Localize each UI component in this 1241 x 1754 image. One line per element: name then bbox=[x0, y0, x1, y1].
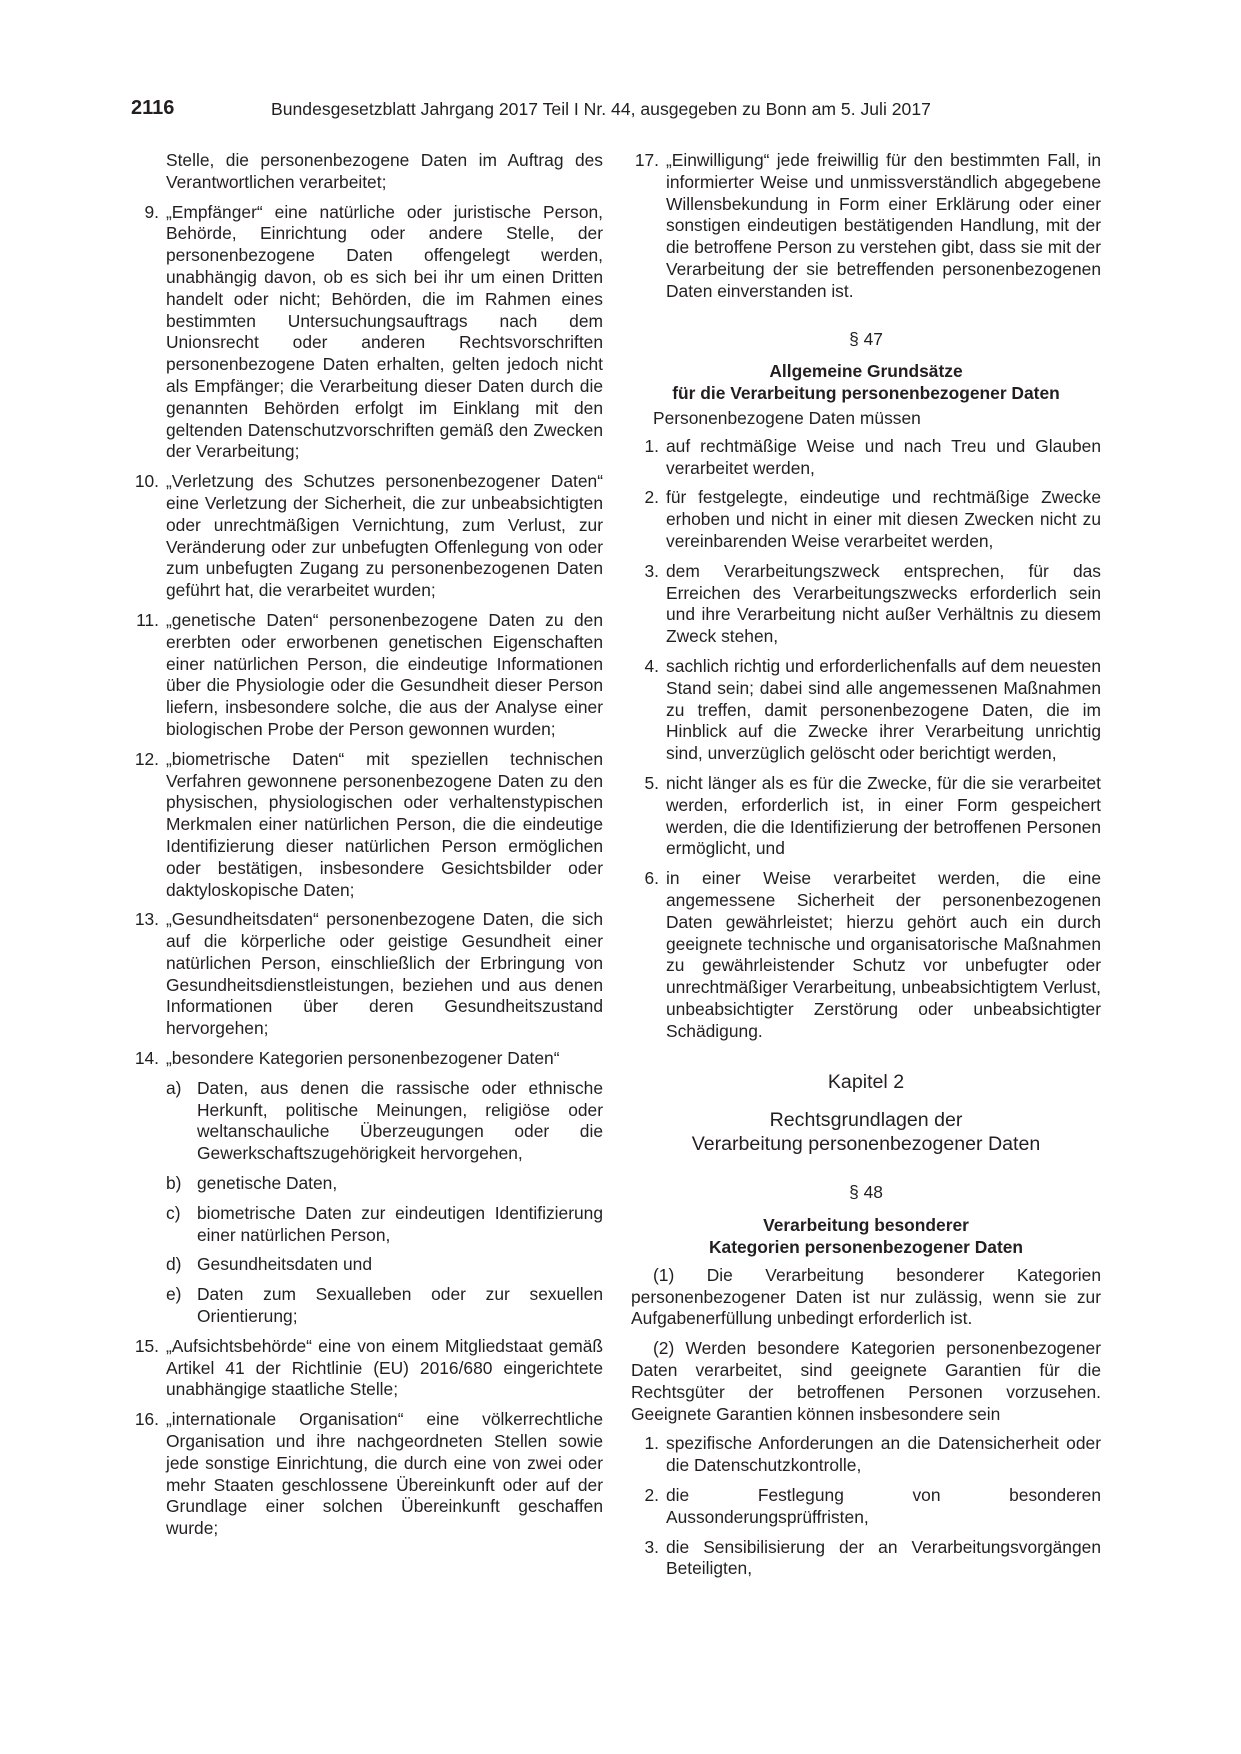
definition-item bbox=[131, 471, 603, 602]
section-47-intro: Personenbezogene Daten müssen bbox=[653, 407, 921, 428]
left-column bbox=[131, 150, 603, 1548]
chapter-title-line1: Rechtsgrundlagen der bbox=[769, 1109, 963, 1132]
sub-item-text: biometrische Daten zur eindeutigen Identifizierung einer natürlichen Person, bbox=[197, 1202, 603, 1245]
running-head: Bundesgesetzblatt Jahrgang 2017 Teil I Nr. 44, ausgegeben zu Bonn am 5. Juli 2017 bbox=[271, 99, 931, 119]
item-text: „biometrische Daten“ mit speziellen technischen Verfahren gewonnene personenbezogene Daten zu den physischen, physiologischen oder verhaltenstypischen Merkmalen einer natürlichen Person, die die eindeutige Identifizierung dieser natürlichen Person ermöglichen oder bestätigen, insbesondere Gesichtsbilder oder daktyloskopische Daten; bbox=[166, 748, 603, 900]
item-text: spezifische Anforderungen an die Datensicherheit oder die Datenschutzkontrolle, bbox=[666, 1433, 1101, 1476]
item-text: die Festlegung von besonderen Aussonderungsprüffristen, bbox=[666, 1485, 1101, 1527]
item-text: „Gesundheitsdaten“ personenbezogene Daten, die sich auf die körperliche oder geistige Gesundheit einer natürlichen Person, einschließlich der Erbringung von Gesundheitsdienstleistungen, beziehen und aus denen Informationen über deren Gesundheitszustand hervorgehen; bbox=[166, 909, 603, 1039]
section-47-sign: § 47 bbox=[849, 328, 883, 349]
item-number: 17. bbox=[634, 150, 659, 170]
item-text: „internationale Organisation“ eine völkerrechtliche Organisation und ihre nachgeordneten Stellen sowie jede sonstige Einrichtung, die durch eine von zwei oder mehr Staaten geschlossene Übereinkunft oder auf der Grundlage einer solchen Übereinkunft geschaffen wurde; bbox=[166, 1409, 603, 1539]
item-number: 3. bbox=[644, 1536, 659, 1557]
item-number: 4. bbox=[644, 655, 659, 676]
principle-item bbox=[631, 561, 1101, 648]
sub-item bbox=[166, 1284, 603, 1328]
item-text: „Empfänger“ eine natürliche oder juristische Person, Behörde, Einrichtung oder andere Stelle, der personenbezogene Daten offengelegt werden, unabhängig davon, ob es sich bei ihr um einen Dritten handelt oder nicht; Behörden, die im Rahmen eines bestimmten Untersuchungsauftrags nach dem Unionsrecht oder anderen Rechtsvorschriften personenbezogene Daten erhalten, gelten jedoch nicht als Empfänger; die Verarbeitung dieser Daten durch die genannten Behörden erfolgt im Einklang mit den geltenden Datenschutzvorschriften gemäß den Zwecken der Verarbeitung; bbox=[166, 201, 603, 462]
principle-item bbox=[631, 868, 1101, 1042]
sub-item-letter: d) bbox=[166, 1254, 182, 1275]
sub-item bbox=[166, 1203, 603, 1247]
item-text: dem Verarbeitungszweck entsprechen, für das Erreichen des Verarbeitungszwecks erforderlich sein und ihre Verarbeitung nicht außer Verhältnis zu diesem Zweck stehen, bbox=[666, 560, 1101, 647]
guarantee-item bbox=[631, 1537, 1101, 1581]
principle-item bbox=[631, 656, 1101, 765]
section-47-title-line1: Allgemeine Grundsätze bbox=[769, 361, 963, 382]
chapter-label: Kapitel 2 bbox=[827, 1071, 905, 1094]
item-text: auf rechtmäßige Weise und nach Treu und Glauben verarbeitet werden, bbox=[666, 435, 1101, 478]
sub-item-letter: c) bbox=[166, 1202, 181, 1223]
section-48-paragraph-1: (1) Die Verarbeitung besonderer Kategorien personenbezogener Daten ist nur zulässig, wenn sie zur Aufgabenerfüllung unbedingt erforderlich ist. bbox=[631, 1264, 1101, 1329]
item-number: 16. bbox=[134, 1409, 159, 1430]
item-number: 1. bbox=[644, 1433, 659, 1454]
definition-item bbox=[131, 1048, 603, 1070]
item-number: 13. bbox=[134, 909, 159, 930]
guarantee-item bbox=[631, 1485, 1101, 1529]
sub-item-text: Gesundheitsdaten und bbox=[197, 1254, 373, 1275]
definition-item bbox=[631, 150, 1101, 303]
item-number: 3. bbox=[644, 560, 659, 581]
definition-item bbox=[131, 749, 603, 902]
sub-item bbox=[166, 1078, 603, 1165]
item-text: „genetische Daten“ personenbezogene Daten zu den ererbten oder erworbenen genetischen Eigenschaften einer natürlichen Person, die eindeutige Informationen über die Physiologie oder die Gesundheit dieser Person liefern, insbesondere solche, die aus der Analyse einer biologischen Probe der Person gewonnen wurden; bbox=[166, 609, 603, 739]
item-text: sachlich richtig und erforderlichenfalls auf dem neuesten Stand sein; dabei sind alle angemessenen Maßnahmen zu treffen, damit personenbezogene Daten, die im Hinblick auf die Zwecke ihrer Verarbeitung unrichtig sind, unverzüglich gelöscht oder berichtigt werden, bbox=[666, 655, 1101, 764]
item-number: 9. bbox=[144, 201, 159, 222]
right-column bbox=[631, 150, 1101, 1588]
definition-item bbox=[131, 1409, 603, 1540]
item-number: 10. bbox=[134, 471, 159, 492]
item-text: in einer Weise verarbeitet werden, die eine angemessene Sicherheit der personenbezogenen Daten gewährleistet; hierzu gehört auch ein durch geeignete technische und organisatorische Maßnahmen zu gewährleistender Schutz vor unbefugter oder unrechtmäßiger Verarbeitung, unbeabsichtigtem Verlust, unbeabsichtigter Zerstörung oder unbeabsichtigter Schädigung. bbox=[666, 868, 1101, 1041]
item-number: 14. bbox=[134, 1048, 159, 1069]
item-text: nicht länger als es für die Zwecke, für die sie verarbeitet werden, erforderlich ist, in einer Form gespeichert werden, die die Identifizierung der betroffenen Personen ermöglicht, und bbox=[666, 772, 1101, 859]
item-number: 2. bbox=[644, 1485, 659, 1506]
item-text: „Verletzung des Schutzes personenbezogener Daten“ eine Verletzung der Sicherheit, die zur unbeabsichtigten oder unrechtmäßigen Vernichtung, zum Verlust, zur Veränderung oder zur unbefugten Offenlegung von oder zum unbefugten Zugang zu personenbezogenen Daten geführt hat, die verarbeitet wurden; bbox=[166, 471, 603, 601]
section-47-title-line2: für die Verarbeitung personenbezogener Daten bbox=[672, 383, 1060, 404]
item-text: „Einwilligung“ jede freiwillig für den bestimmten Fall, in informierter Weise und unmissverständlich abgegebene Willensbekundung in Form einer Erklärung oder einer sonstigen eindeutigen bestätigenden Handlung, mit der die betroffene Person zu verstehen gibt, dass sie mit der Verarbeitung der sie betreffenden personenbezogenen Daten einverstanden ist. bbox=[666, 150, 1101, 301]
section-48-title-line1: Verarbeitung besonderer bbox=[763, 1215, 969, 1236]
item-number: 5. bbox=[644, 772, 659, 793]
sub-item-letter: b) bbox=[166, 1173, 182, 1194]
definition-8-continuation: Stelle, die personenbezogene Daten im Auftrag des Verantwortlichen verarbeitet; bbox=[166, 150, 603, 192]
item-number: 6. bbox=[644, 868, 659, 889]
sub-item-letter: e) bbox=[166, 1284, 182, 1305]
section-48-paragraph-2: (2) Werden besondere Kategorien personenbezogener Daten verarbeitet, sind geeignete Garantien für die Rechtsgüter der betroffenen Personen vorzusehen. Geeignete Garantien können insbesondere sein bbox=[631, 1338, 1101, 1424]
definition-item bbox=[131, 1336, 603, 1401]
definition-item bbox=[131, 909, 603, 1040]
sub-item-text: Daten zum Sexualleben oder zur sexuellen Orientierung; bbox=[197, 1284, 603, 1327]
sub-item-letter: a) bbox=[166, 1077, 182, 1098]
guarantee-item bbox=[631, 1433, 1101, 1477]
item-text: für festgelegte, eindeutige und rechtmäßige Zwecke erhoben und nicht in einer mit diesen Zwecken nicht zu vereinbarenden Weise verarbeitet werden, bbox=[666, 487, 1101, 551]
sub-item-text: genetische Daten, bbox=[197, 1173, 338, 1194]
sub-item bbox=[166, 1254, 603, 1276]
section-48-title-line2: Kategorien personenbezogener Daten bbox=[708, 1237, 1024, 1258]
page-header bbox=[131, 97, 1111, 127]
sub-item-text: Daten, aus denen die rassische oder ethnische Herkunft, politische Meinungen, religiöse oder weltanschauliche Überzeugungen oder die Gewerkschaftszugehörigkeit hervorgehen, bbox=[197, 1077, 603, 1164]
section-48-sign: § 48 bbox=[849, 1182, 883, 1203]
principle-item bbox=[631, 773, 1101, 860]
principle-item bbox=[631, 487, 1101, 552]
item-text: die Sensibilisierung der an Verarbeitungsvorgängen Beteiligten, bbox=[666, 1536, 1101, 1579]
sub-item bbox=[166, 1173, 603, 1195]
item-number: 1. bbox=[644, 435, 659, 456]
item-text: „besondere Kategorien personenbezogener Daten“ bbox=[166, 1048, 560, 1069]
chapter-title-line2: Verarbeitung personenbezogener Daten bbox=[691, 1133, 1041, 1156]
page-number: 2116 bbox=[131, 97, 175, 119]
definition-item bbox=[131, 202, 603, 464]
principle-item bbox=[631, 436, 1101, 480]
item-text: „Aufsichtsbehörde“ eine von einem Mitgliedstaat gemäß Artikel 41 der Richtlinie (EU) 2016/680 eingerichtete unabhängige staatliche Stelle; bbox=[166, 1335, 603, 1400]
item-number: 12. bbox=[134, 748, 159, 769]
item-number: 2. bbox=[644, 487, 659, 508]
definition-item bbox=[131, 610, 603, 741]
item-number: 15. bbox=[134, 1335, 159, 1356]
item-number: 11. bbox=[136, 609, 159, 630]
